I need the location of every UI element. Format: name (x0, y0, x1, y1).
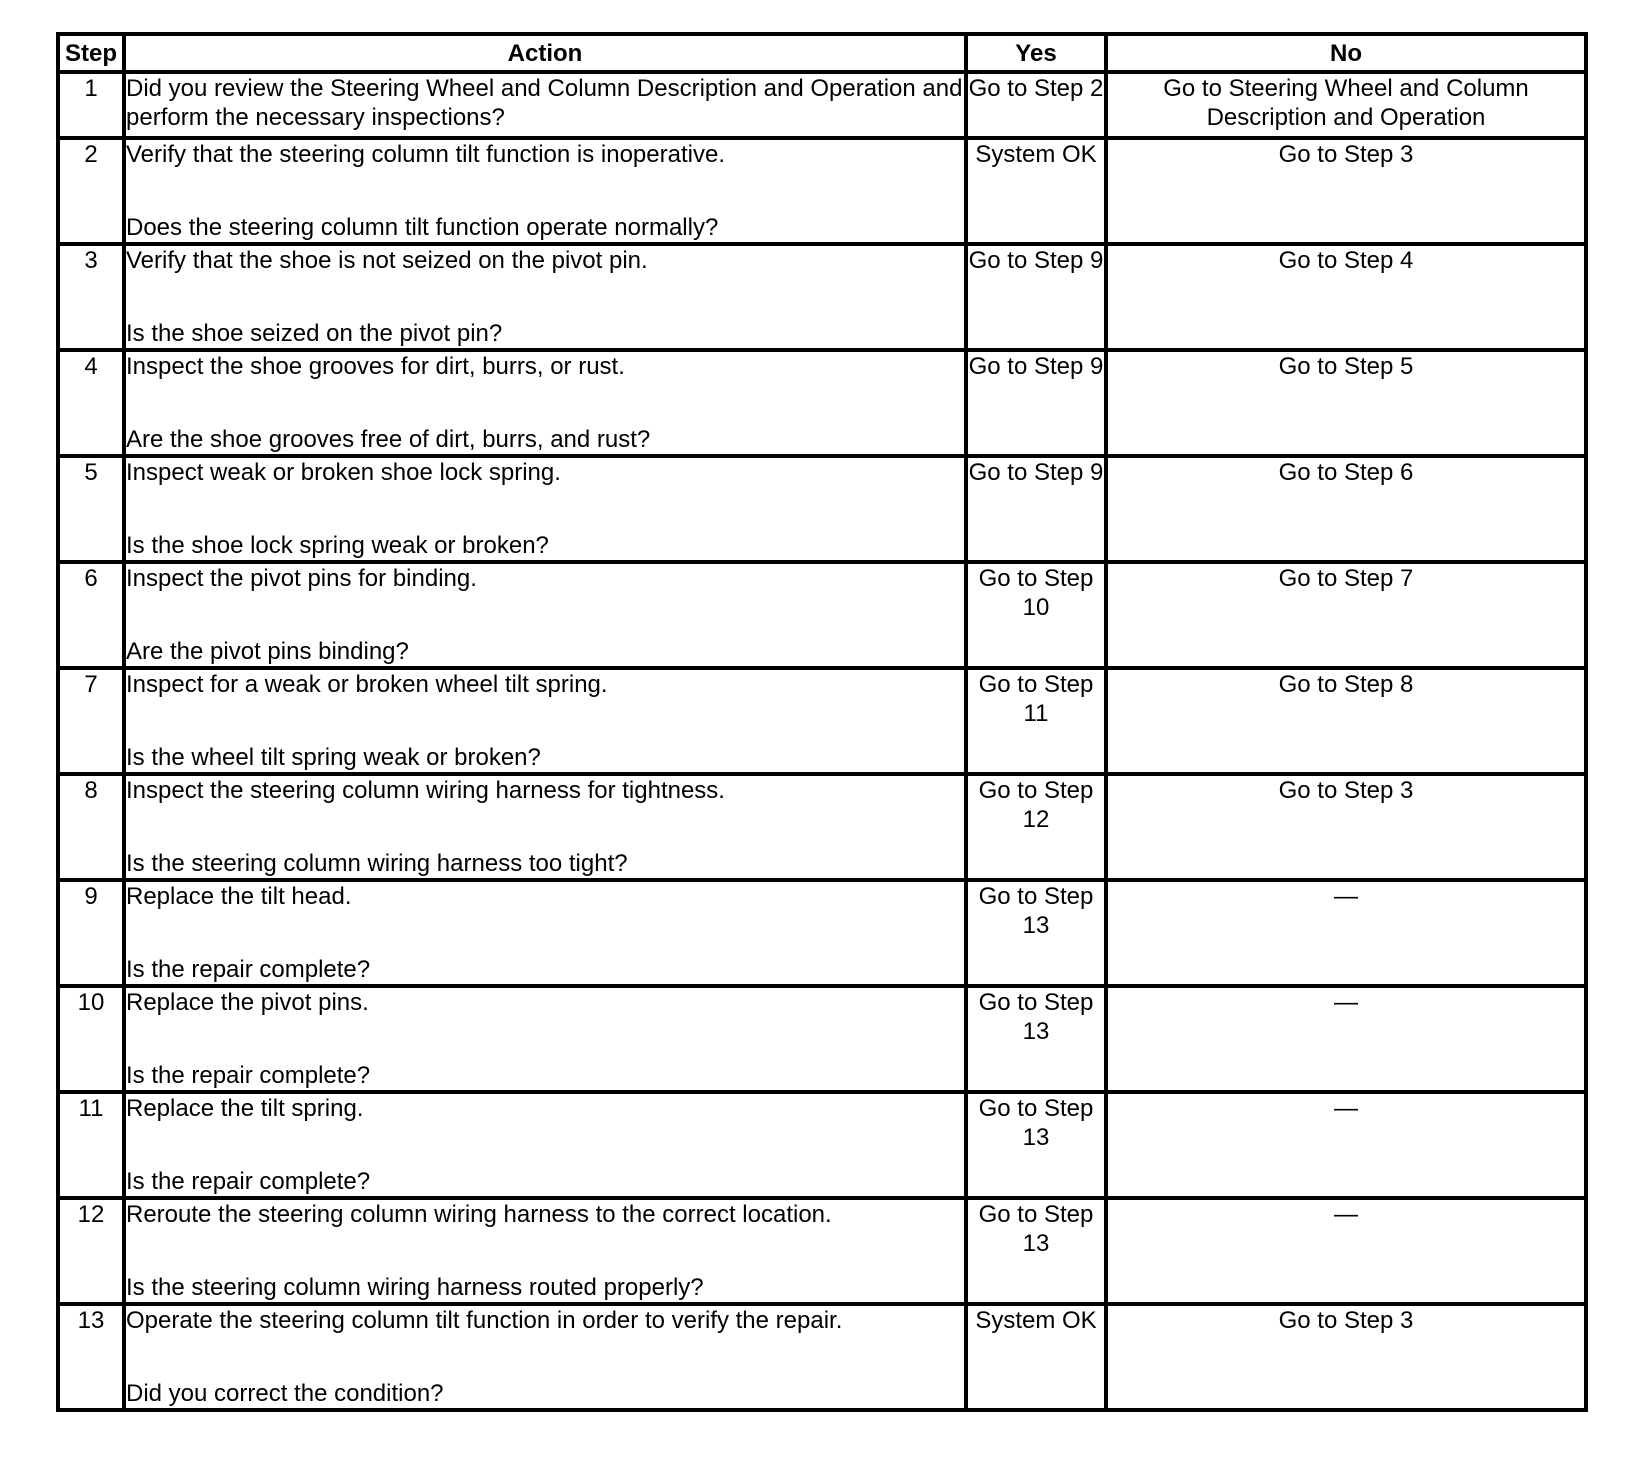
table-row (58, 562, 1586, 668)
yes-result: Go to Step 9 (966, 456, 1106, 562)
action-instruction: Did you review the Steering Wheel and Column Description and Operation and perform the necessary inspections? (126, 75, 963, 131)
action-cell (124, 1198, 966, 1304)
yes-result: Go to Step 13 (966, 1092, 1106, 1198)
table-row (58, 350, 1586, 456)
table-row (58, 986, 1586, 1092)
table-row (58, 456, 1586, 562)
table-row (58, 72, 1586, 138)
no-result: Go to Step 6 (1106, 456, 1586, 562)
action-question: Is the shoe seized on the pivot pin? (126, 320, 503, 347)
step-number: 3 (58, 244, 124, 350)
step-number: 10 (58, 986, 124, 1092)
action-cell (124, 456, 966, 562)
action-cell (124, 244, 966, 350)
step-number: 6 (58, 562, 124, 668)
action-instruction: Inspect the pivot pins for binding. (126, 565, 477, 592)
no-result: Go to Step 8 (1106, 668, 1586, 774)
action-instruction: Inspect the shoe grooves for dirt, burrs, or rust. (126, 353, 625, 380)
no-result: — (1106, 986, 1586, 1092)
yes-result: Go to Step 2 (966, 72, 1106, 138)
header-action: Action (124, 34, 966, 72)
yes-result: System OK (966, 138, 1106, 244)
action-instruction: Replace the pivot pins. (126, 989, 369, 1016)
yes-result: Go to Step 11 (966, 668, 1106, 774)
action-instruction: Verify that the steering column tilt function is inoperative. (126, 141, 725, 168)
action-cell (124, 1092, 966, 1198)
diagnostic-table (56, 32, 1588, 1412)
no-result: — (1106, 1198, 1586, 1304)
yes-result: Go to Step 12 (966, 774, 1106, 880)
action-instruction: Replace the tilt spring. (126, 1095, 364, 1122)
action-question: Did you correct the condition? (126, 1380, 444, 1407)
step-number: 12 (58, 1198, 124, 1304)
yes-result: Go to Step 9 (966, 350, 1106, 456)
action-cell (124, 668, 966, 774)
table-header-row (58, 34, 1586, 72)
action-cell (124, 1304, 966, 1410)
action-question: Does the steering column tilt function operate normally? (126, 214, 719, 241)
yes-result: Go to Step 13 (966, 880, 1106, 986)
step-number: 8 (58, 774, 124, 880)
table-row (58, 244, 1586, 350)
yes-result: Go to Step 13 (966, 986, 1106, 1092)
no-result: Go to Step 3 (1106, 774, 1586, 880)
no-result: Go to Steering Wheel and Column Description and Operation (1106, 72, 1586, 138)
table-row (58, 138, 1586, 244)
action-question: Are the pivot pins binding? (126, 638, 409, 665)
no-result: — (1106, 880, 1586, 986)
action-question: Is the shoe lock spring weak or broken? (126, 532, 549, 559)
table-row (58, 1304, 1586, 1410)
header-step: Step (58, 34, 124, 72)
action-question: Is the repair complete? (126, 1168, 371, 1195)
table-row (58, 774, 1586, 880)
step-number: 2 (58, 138, 124, 244)
action-question: Is the repair complete? (126, 956, 371, 983)
no-result: Go to Step 7 (1106, 562, 1586, 668)
no-result: Go to Step 4 (1106, 244, 1586, 350)
action-cell (124, 72, 966, 138)
header-no: No (1106, 34, 1586, 72)
step-number: 5 (58, 456, 124, 562)
yes-result: Go to Step 9 (966, 244, 1106, 350)
no-result: Go to Step 5 (1106, 350, 1586, 456)
action-cell (124, 880, 966, 986)
action-instruction: Operate the steering column tilt function in order to verify the repair. (126, 1307, 843, 1334)
step-number: 7 (58, 668, 124, 774)
step-number: 11 (58, 1092, 124, 1198)
no-result: Go to Step 3 (1106, 138, 1586, 244)
step-number: 4 (58, 350, 124, 456)
action-instruction: Inspect the steering column wiring harness for tightness. (126, 777, 725, 804)
action-instruction: Inspect for a weak or broken wheel tilt spring. (126, 671, 608, 698)
yes-result: System OK (966, 1304, 1106, 1410)
header-yes: Yes (966, 34, 1106, 72)
action-cell (124, 562, 966, 668)
no-result: — (1106, 1092, 1586, 1198)
action-question: Is the steering column wiring harness too tight? (126, 850, 628, 877)
action-question: Is the repair complete? (126, 1062, 371, 1089)
action-question: Is the steering column wiring harness routed properly? (126, 1274, 704, 1301)
step-number: 9 (58, 880, 124, 986)
table-row (58, 1198, 1586, 1304)
table-row (58, 880, 1586, 986)
yes-result: Go to Step 10 (966, 562, 1106, 668)
yes-result: Go to Step 13 (966, 1198, 1106, 1304)
action-cell (124, 350, 966, 456)
step-number: 13 (58, 1304, 124, 1410)
action-question: Is the wheel tilt spring weak or broken? (126, 744, 541, 771)
action-instruction: Verify that the shoe is not seized on the pivot pin. (126, 247, 648, 274)
table-row (58, 1092, 1586, 1198)
action-cell (124, 774, 966, 880)
action-question: Are the shoe grooves free of dirt, burrs, and rust? (126, 426, 651, 453)
no-result: Go to Step 3 (1106, 1304, 1586, 1410)
table-row (58, 668, 1586, 774)
action-cell (124, 138, 966, 244)
action-instruction: Inspect weak or broken shoe lock spring. (126, 459, 561, 486)
action-instruction: Replace the tilt head. (126, 883, 352, 910)
action-cell (124, 986, 966, 1092)
step-number: 1 (58, 72, 124, 138)
action-instruction: Reroute the steering column wiring harness to the correct location. (126, 1201, 832, 1228)
